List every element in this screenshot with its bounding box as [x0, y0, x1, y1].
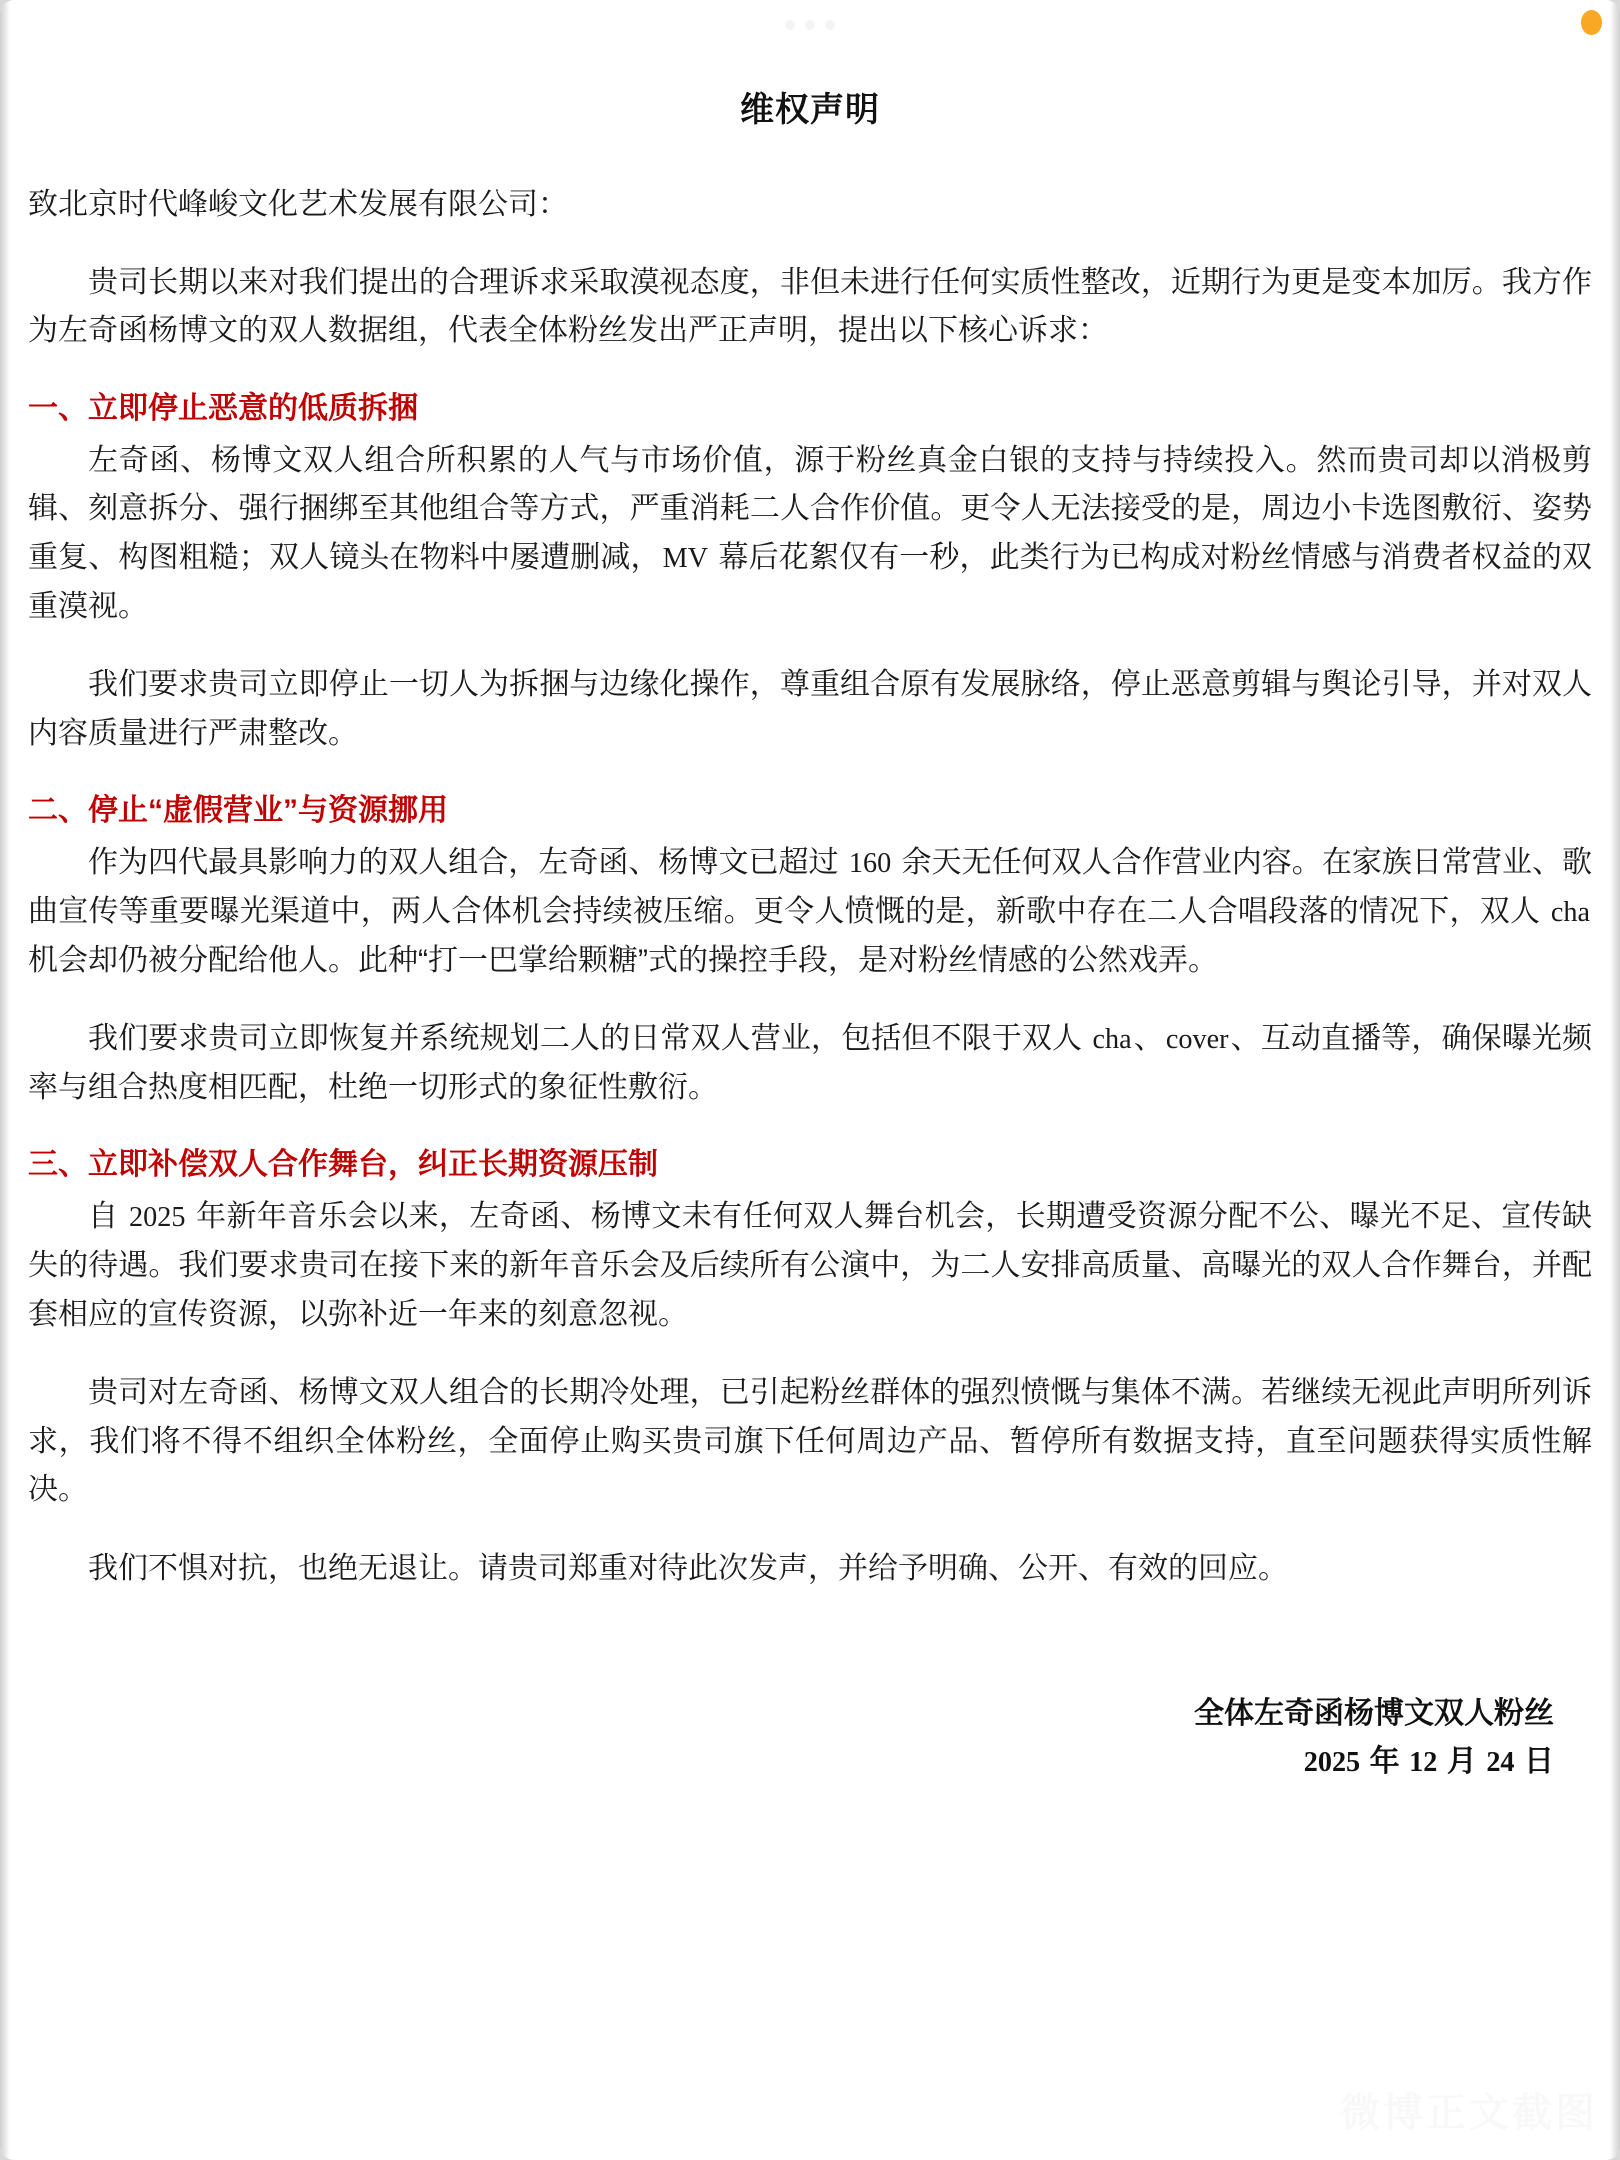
signature-block: [28, 1690, 1592, 1787]
section-3-paragraph-2: 贵司对左奇函、杨博文双人组合的长期冷处理，已引起粉丝群体的强烈愤慨与集体不满。若继续无视此声明所列诉求，我们将不得不组织全体粉丝，全面停止购买贵司旗下任何周边产品、暂停所有数据支持，直至问题获得实质性解决。: [28, 1376, 1592, 1507]
section-3-paragraph-1: 自 2025 年新年音乐会以来，左奇函、杨博文未有任何双人舞台机会，长期遭受资源分配不公、曝光不足、宣传缺失的待遇。我们要求贵司在接下来的新年音乐会及后续所有公演中，为二人安排高质量、高曝光的双人合作舞台，并配套相应的宣传资源，以弥补近一年来的刻意忽视。: [28, 1200, 1592, 1331]
section-3-paragraph-3: 我们不惧对抗，也绝无退让。请贵司郑重对待此次发声，并给予明确、公开、有效的回应。: [88, 1551, 1288, 1585]
section-heading-3: 三、立即补偿双人合作舞台，纠正长期资源压制: [28, 1148, 658, 1182]
page-title: 维权声明: [740, 91, 880, 129]
signature-date: 2025 年 12 月 24 日: [1303, 1745, 1554, 1779]
signature-signer: 全体左奇函杨博文双人粉丝: [1194, 1696, 1554, 1730]
intro-paragraph: 贵司长期以来对我们提出的合理诉求采取漠视态度，非但未进行任何实质性整改，近期行为更是变本加厉。我方作为左奇函杨博文的双人数据组，代表全体粉丝发出严正声明，提出以下核心诉求：: [28, 265, 1592, 348]
section-2-paragraph-1: 作为四代最具影响力的双人组合，左奇函、杨博文已超过 160 余天无任何双人合作营业内容。在家族日常营业、歌曲宣传等重要曝光渠道中，两人合体机会持续被压缩。更令人愤慨的是，新歌中存在二人合唱段落的情况下，双人 cha 机会却仍被分配给他人。此种“打一巴掌给颗糖”式的操控手段，是对粉丝情感的公然戏弄。: [28, 846, 1592, 977]
watermark-text: [1340, 2081, 1598, 2138]
salutation-line: 致北京时代峰峻文化艺术发展有限公司：: [28, 188, 568, 222]
section-1-paragraph-1: 左奇函、杨博文双人组合所积累的人气与市场价值，源于粉丝真金白银的支持与持续投入。然而贵司却以消极剪辑、刻意拆分、强行捆绑至其他组合等方式，严重消耗二人合作价值。更令人无法接受的是，周边小卡选图敷衍、姿势重复、构图粗糙；双人镜头在物料中屡遭删减，MV 幕后花絮仅有一秒，此类行为已构成对粉丝情感与消费者权益的双重漠视。: [28, 443, 1592, 623]
section-heading-2: 二、停止“虚假营业”与资源挪用: [28, 794, 448, 828]
section-2-paragraph-2: 我们要求贵司立即恢复并系统规划二人的日常双人营业，包括但不限于双人 cha、cover、互动直播等，确保曝光频率与组合热度相匹配，杜绝一切形式的象征性敷衍。: [28, 1022, 1592, 1104]
section-heading-1: 一、立即停止恶意的低质拆捆: [28, 391, 418, 425]
section-1-paragraph-2: 我们要求贵司立即停止一切人为拆捆与边缘化操作，尊重组合原有发展脉络，停止恶意剪辑与舆论引导，并对双人内容质量进行严肃整改。: [28, 668, 1592, 750]
